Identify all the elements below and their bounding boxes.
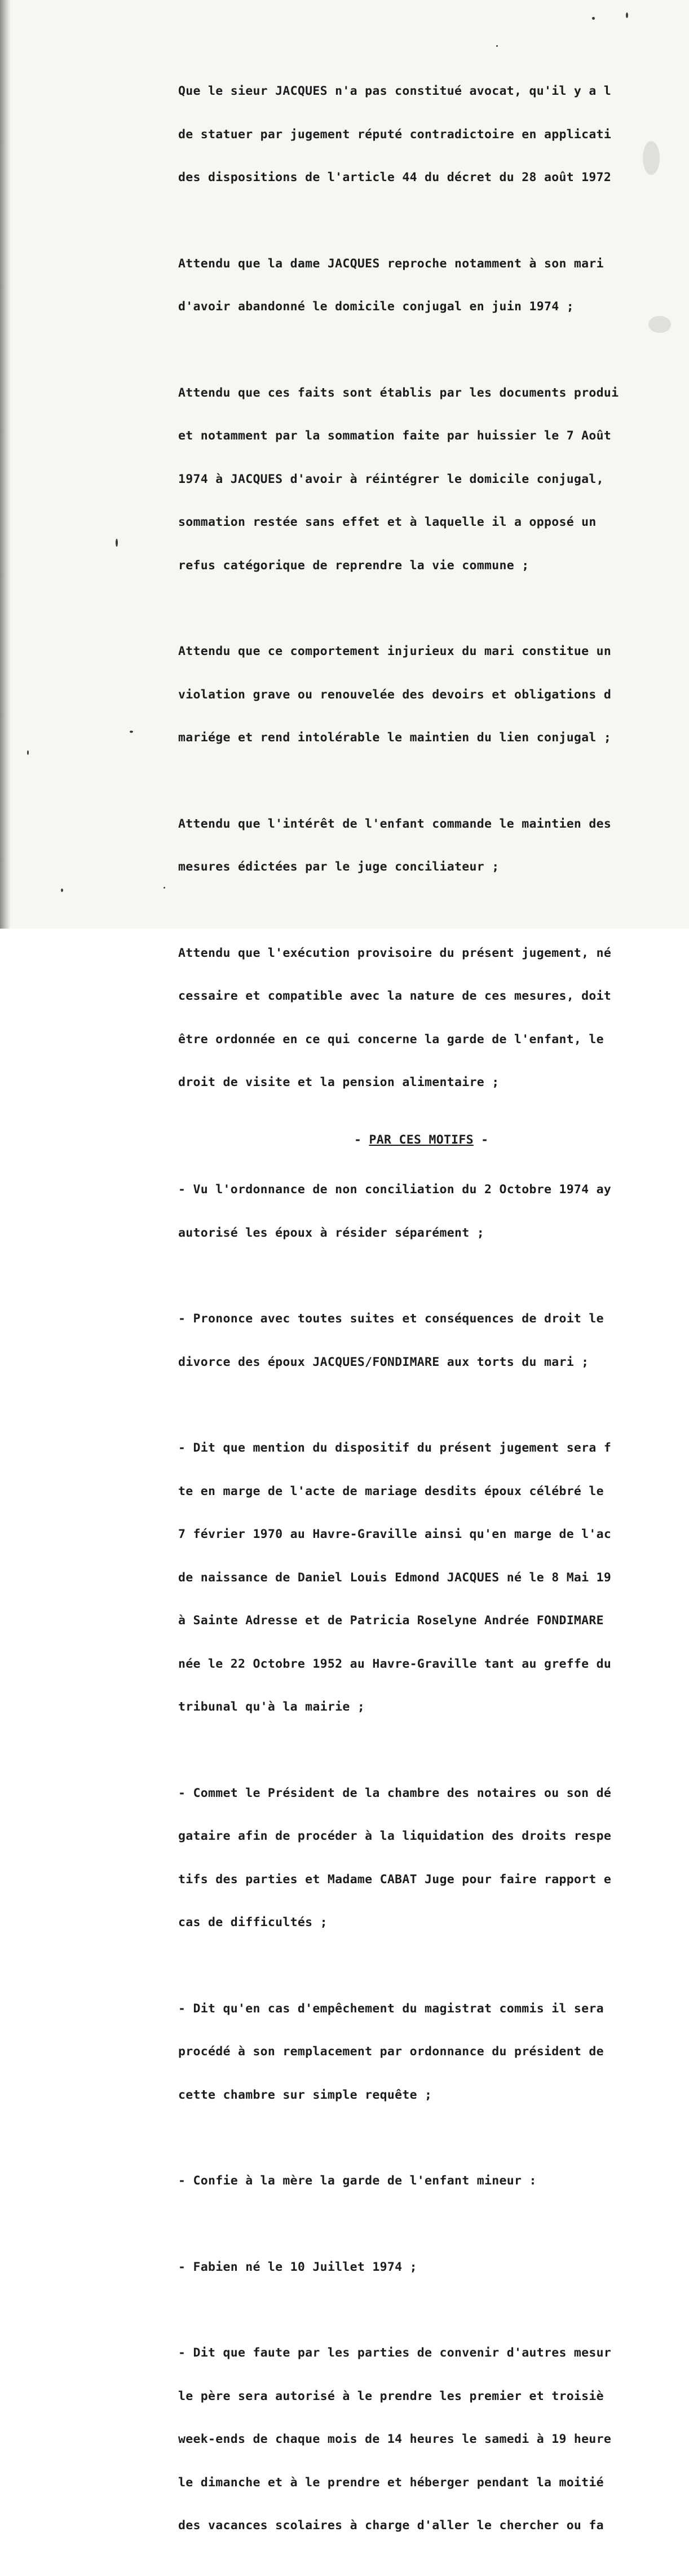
text-line: tribunal qu'à la mairie ; (178, 1700, 365, 1714)
text-line: des dispositions de l'article 44 du décret du 28 août 1972 (178, 170, 612, 184)
text-line: procédé à son remplacement par ordonnance du président de (178, 2045, 604, 2059)
scan-speck (164, 887, 165, 889)
text-line: de naissance de Daniel Louis Edmond JACQUES né le 8 Mai 19 (178, 1570, 612, 1585)
dispositive-replacement (178, 1973, 689, 2131)
text-line: - Confie à la mère la garde de l'enfant mineur : (178, 2174, 537, 2188)
text-line: 7 février 1970 au Havre-Graville ainsi qu'en marge de l'ac (178, 1527, 612, 1541)
text-line: tifs des parties et Madame CABAT Juge pour faire rapport e (178, 1872, 612, 1887)
paragraph-facts-established (178, 357, 689, 602)
scan-speck (27, 750, 29, 755)
scan-speck (116, 539, 118, 547)
text-line: Attendu que ces faits sont établis par les documents produi (178, 385, 619, 400)
paragraph-abandonment (178, 228, 689, 343)
text-line: à Sainte Adresse et de Patricia Roselyne Andrée FONDIMARE (178, 1614, 604, 1628)
text-line: autorisé les époux à résider séparément ; (178, 1225, 485, 1240)
text-line: cette chambre sur simple requête ; (178, 2087, 432, 2102)
scan-speck (496, 45, 498, 47)
text-line: cessaire et compatible avec la nature de ces mesures, doit (178, 989, 612, 1003)
text-line: être ordonnée en ce qui concerne la garde de l'enfant, le (178, 1032, 604, 1047)
text-line: divorce des époux JACQUES/FONDIMARE aux torts du mari ; (178, 1355, 589, 1369)
paragraph-no-counsel (178, 55, 689, 214)
text-line: Attendu que ce comportement injurieux du mari constitue un (178, 644, 612, 658)
paragraph-violation (178, 616, 689, 774)
text-line: le père sera autorisé à le prendre les premier et troisiè (178, 2389, 604, 2403)
document-body (178, 55, 689, 2576)
text-line: - Dit que mention du dispositif du présent jugement sera f (178, 1441, 612, 1455)
dispositive-custody (178, 2145, 689, 2217)
scan-speck (626, 12, 628, 18)
text-line: née le 22 Octobre 1952 au Havre-Graville tant au greffe du (178, 1656, 612, 1671)
text-line: - Vu l'ordonnance de non conciliation du 2 Octobre 1974 ay (178, 1183, 612, 1197)
text-line: Attendu que l'intérêt de l'enfant commande le maintien des (178, 816, 612, 831)
paragraph-child-interest (178, 788, 689, 903)
text-line: et notamment par la sommation faite par huissier le 7 Août (178, 429, 612, 443)
text-line: te en marge de l'acte de mariage desdits époux célébré le (178, 1484, 604, 1498)
scan-speck (61, 889, 63, 892)
heading-dash: - (354, 1132, 369, 1147)
text-line: - Dit que faute par les parties de convenir d'autres mesur (178, 2346, 612, 2360)
paragraph-provisional-execution (178, 917, 689, 1119)
dispositive-child (178, 2231, 689, 2304)
dispositive-mention (178, 1412, 689, 1743)
dispositive-visitation (178, 2317, 689, 2562)
text-line: Attendu que l'exécution provisoire du présent jugement, né (178, 946, 612, 960)
section-heading (178, 1133, 689, 1148)
text-line: 1974 à JACQUES d'avoir à réintégrer le domicile conjugal, (178, 472, 604, 486)
text-line: le dimanche et à le prendre et héberger pendant la moitié (178, 2475, 604, 2490)
page-left-shadow (0, 0, 10, 929)
dispositive-non-conciliation (178, 1154, 689, 1269)
text-line: sommation restée sans effet et à laquelle il a opposé un (178, 515, 597, 529)
text-line: gataire afin de procéder à la liquidation des droits respe (178, 1829, 612, 1843)
scan-speck (130, 731, 133, 733)
scan-speck (592, 17, 595, 20)
text-line: - Prononce avec toutes suites et conséquences de droit le (178, 1312, 604, 1326)
text-line: Que le sieur JACQUES n'a pas constitué avocat, qu'il y a l (178, 84, 612, 98)
text-line: refus catégorique de reprendre la vie commune ; (178, 558, 529, 573)
text-line: de statuer par jugement réputé contradictoire en applicati (178, 127, 612, 142)
heading-dash: - (473, 1132, 489, 1147)
text-line: mariége et rend intolérable le maintien du lien conjugal ; (178, 731, 612, 745)
text-line: Attendu que la dame JACQUES reproche notamment à son mari (178, 256, 604, 271)
text-line: des vacances scolaires à charge d'aller le chercher ou fa (178, 2518, 604, 2533)
text-line: - Fabien né le 10 Juillet 1974 ; (178, 2260, 417, 2274)
text-line: week-ends de chaque mois de 14 heures le samedi à 19 heure (178, 2432, 612, 2446)
dispositive-divorce (178, 1283, 689, 1398)
text-line: droit de visite et la pension alimentaire ; (178, 1075, 500, 1089)
text-line: violation grave ou renouvelée des devoirs et obligations d (178, 687, 612, 702)
dispositive-notary (178, 1757, 689, 1959)
text-line: mesures édictées par le juge conciliateur ; (178, 860, 500, 874)
text-line: d'avoir abandonné le domicile conjugal en juin 1974 ; (178, 300, 574, 314)
text-line: - Commet le Président de la chambre des notaires ou son dé (178, 1786, 612, 1800)
text-line: cas de difficultés ; (178, 1915, 328, 1929)
heading-text: PAR CES MOTIFS (369, 1132, 474, 1147)
text-line: - Dit qu'en cas d'empêchement du magistrat commis il sera (178, 2001, 604, 2016)
